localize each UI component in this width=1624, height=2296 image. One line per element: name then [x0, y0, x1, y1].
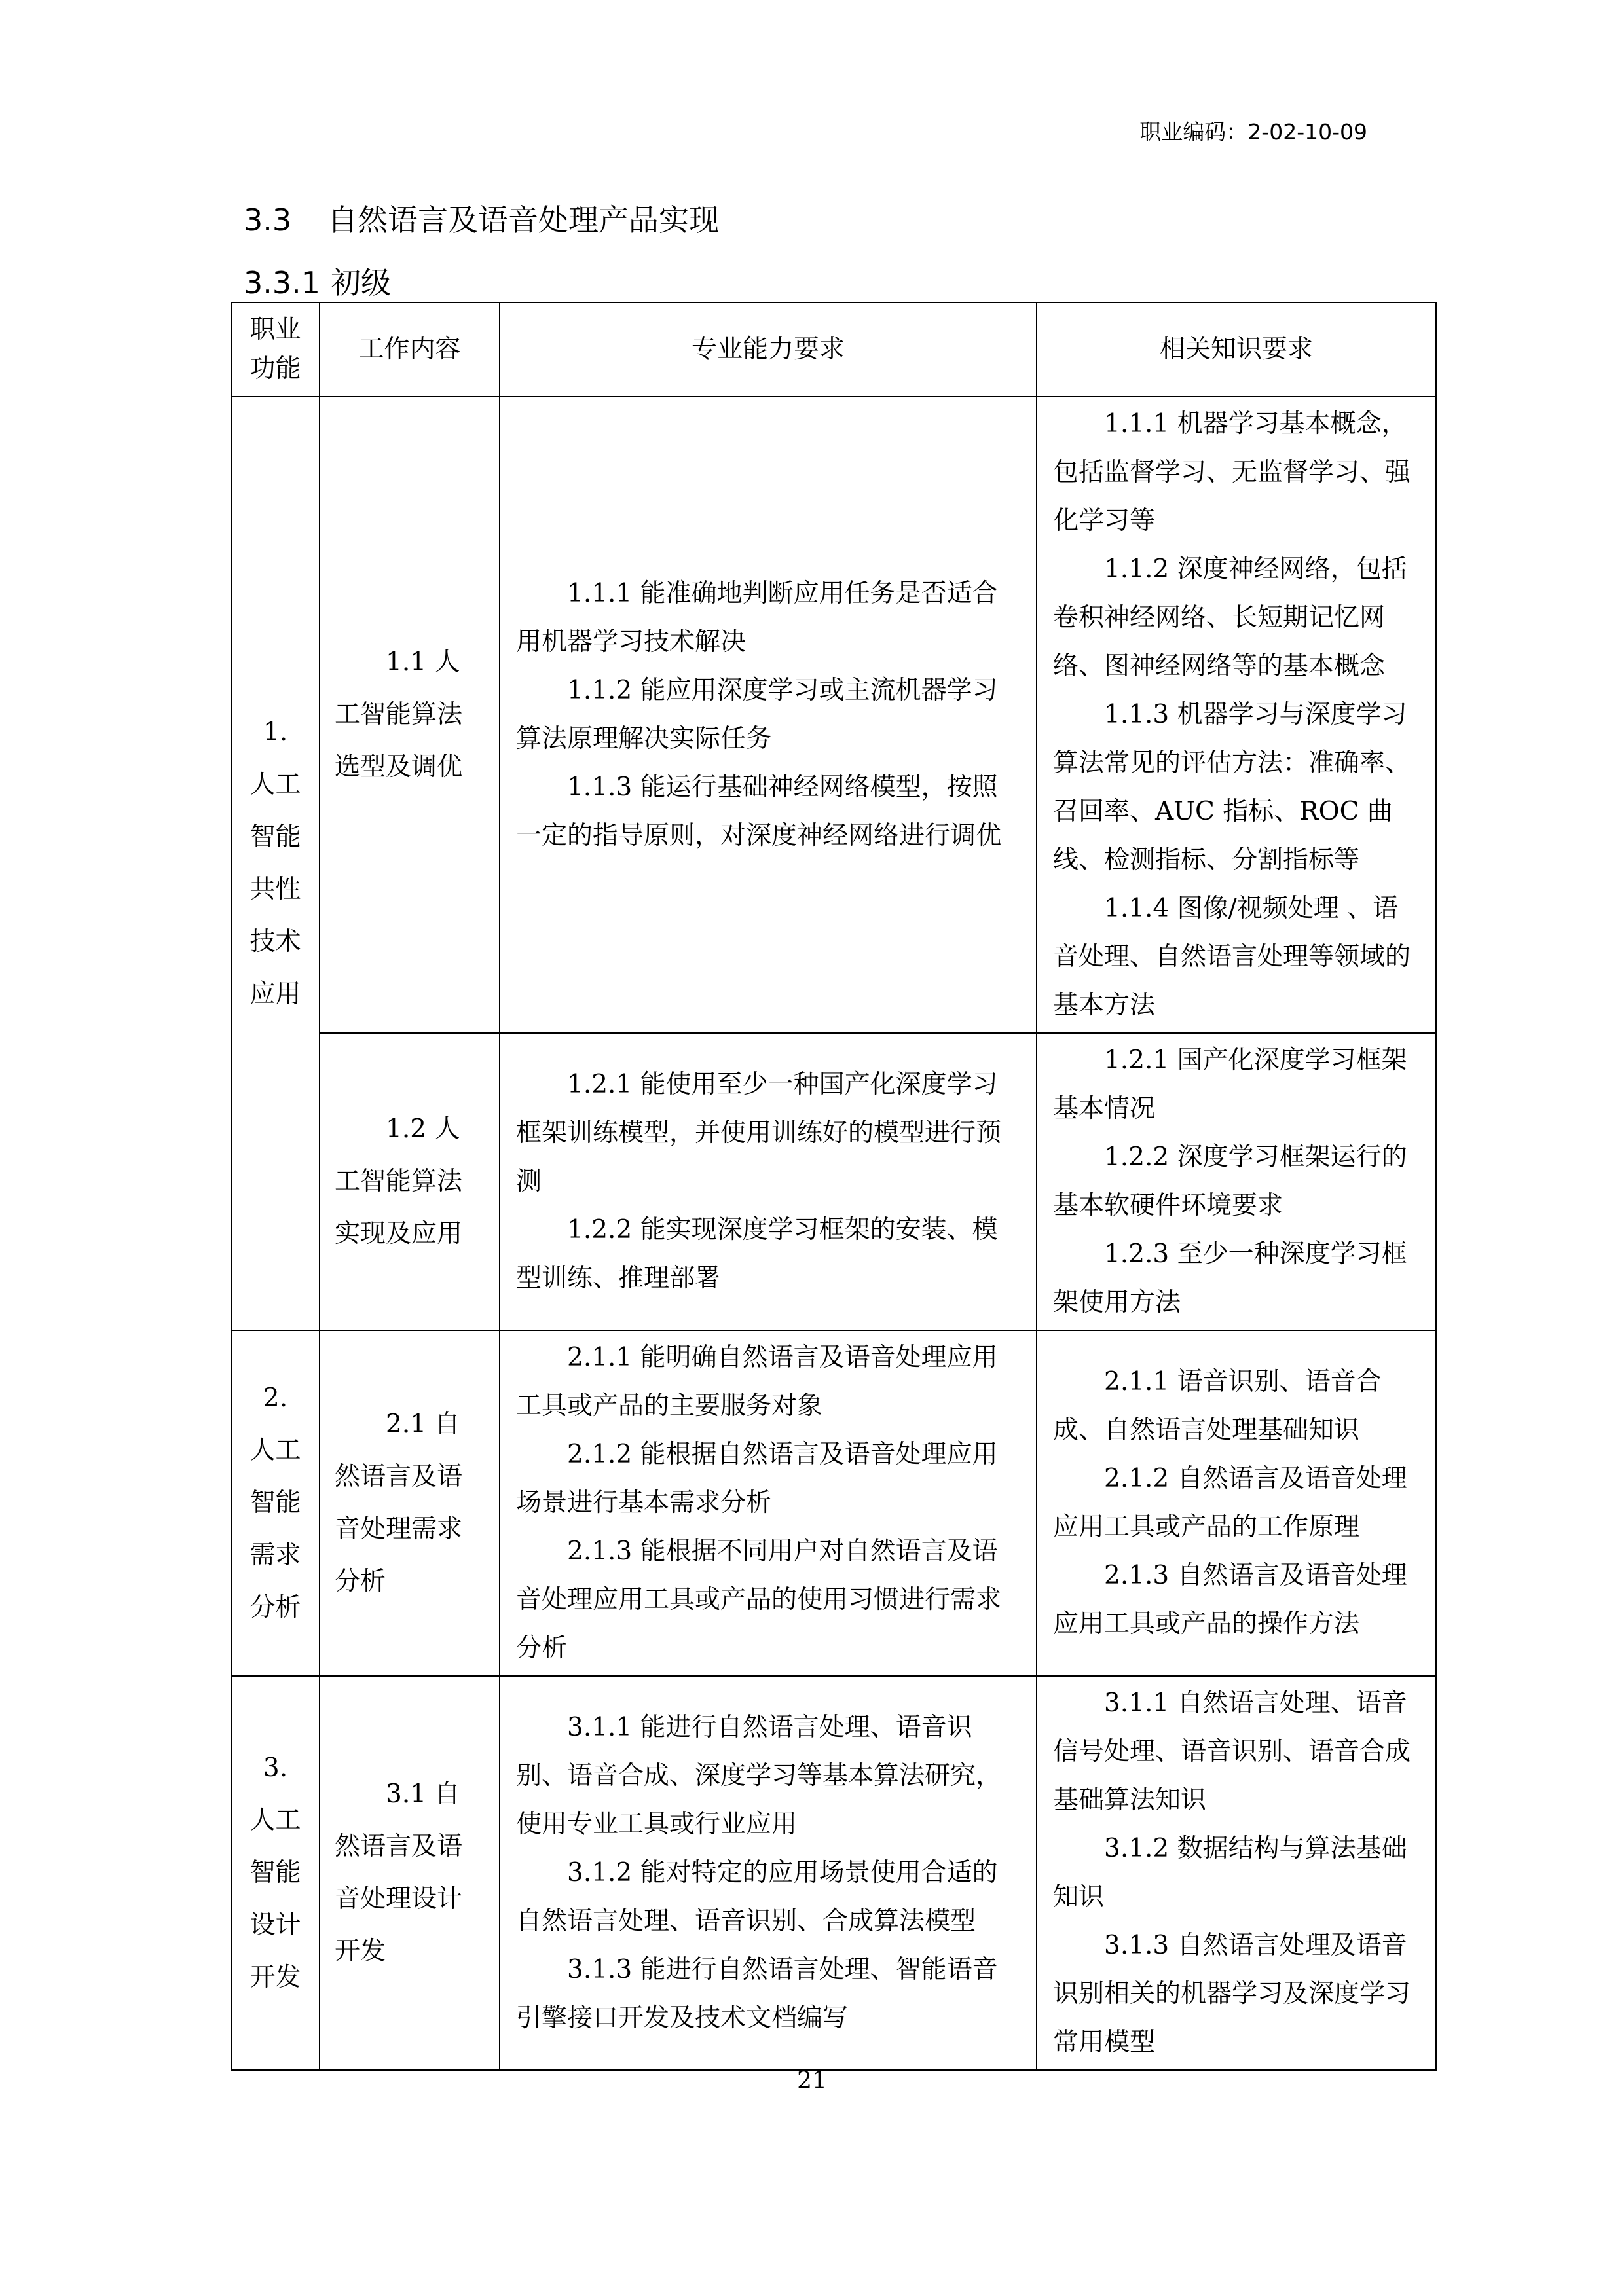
- subsection-title: 初级: [331, 265, 392, 301]
- knowledge-cell: [1037, 1330, 1436, 1676]
- knowledge-cell: [1037, 1676, 1436, 2070]
- skill-item: 1.1.1 能准确地判断应用任务是否适合用机器学习技术解决: [516, 579, 998, 657]
- function-cell: 2. 人工 智能 需求 分析: [231, 1330, 320, 1676]
- skill-item: 3.1.3 能进行自然语言处理、智能语音引擎接口开发及技术文档编写: [516, 1955, 998, 2033]
- skill-item: 2.1.2 能根据自然语言及语音处理应用场景进行基本需求分析: [516, 1440, 998, 1518]
- knowledge-item: 1.1.3 机器学习与深度学习算法常见的评估方法：准确率、召回率、AUC 指标、ROC 曲线、检测指标、分割指标等: [1053, 700, 1411, 875]
- skill-item: 3.1.1 能进行自然语言处理、语音识别、语音合成、深度学习等基本算法研究，使用专业工具或行业应用: [516, 1713, 1002, 1839]
- skill-item: 1.1.3 能运行基础神经网络模型，按照一定的指导原则，对深度神经网络进行调优: [516, 773, 1002, 850]
- knowledge-item: 2.1.3 自然语言及语音处理应用工具或产品的操作方法: [1053, 1561, 1407, 1639]
- table-row: [231, 1676, 1436, 2070]
- knowledge-item: 3.1.2 数据结构与算法基础知识: [1053, 1834, 1407, 1912]
- subsection-number: 3.3.1: [244, 265, 321, 301]
- knowledge-item: 2.1.2 自然语言及语音处理应用工具或产品的工作原理: [1053, 1464, 1407, 1542]
- work-content-cell: 1.2 人工智能算法实现及应用: [320, 1033, 500, 1330]
- skills-cell: [500, 1676, 1037, 2070]
- subsection-heading: [244, 259, 391, 302]
- knowledge-item: 3.1.1 自然语言处理、语音信号处理、语音识别、语音合成基础算法知识: [1053, 1688, 1411, 1815]
- knowledge-cell: [1037, 397, 1436, 1033]
- function-cell: 3. 人工 智能 设计 开发: [231, 1676, 320, 2070]
- header-work-content: 工作内容: [320, 302, 500, 397]
- knowledge-item: 1.2.1 国产化深度学习框架基本情况: [1053, 1046, 1407, 1123]
- knowledge-item: 1.1.1 机器学习基本概念，包括监督学习、无监督学习、强化学习等: [1053, 409, 1411, 536]
- requirements-table: [231, 302, 1437, 2071]
- skills-cell: [500, 1033, 1037, 1330]
- knowledge-item: 2.1.1 语音识别、语音合成、自然语言处理基础知识: [1053, 1367, 1382, 1445]
- section-title: 自然语言及语音处理产品实现: [327, 202, 719, 238]
- table-row: [231, 1033, 1436, 1330]
- skill-item: 2.1.1 能明确自然语言及语音处理应用工具或产品的主要服务对象: [516, 1343, 998, 1421]
- skill-item: 1.2.2 能实现深度学习框架的安装、模型训练、推理部署: [516, 1215, 998, 1293]
- knowledge-item: 1.1.4 图像/视频处理 、语音处理、自然语言处理等领域的基本方法: [1053, 894, 1411, 1020]
- page-number: 21: [797, 2068, 827, 2094]
- table-header-row: [231, 302, 1436, 397]
- occupation-code: 职业编码：2-02-10-09: [1139, 119, 1367, 145]
- skill-item: 3.1.2 能对特定的应用场景使用合适的自然语言处理、语音识别、合成算法模型: [516, 1858, 998, 1936]
- work-content-cell: 1.1 人工智能算法选型及调优: [320, 397, 500, 1033]
- table-row: [231, 1330, 1436, 1676]
- header-function: 职业 功能: [231, 302, 320, 397]
- work-content-cell: 3.1 自然语言及语音处理设计开发: [320, 1676, 500, 2070]
- header-skills: 专业能力要求: [500, 302, 1037, 397]
- section-heading: [244, 196, 719, 240]
- knowledge-item: 1.1.2 深度神经网络，包括卷积神经网络、长短期记忆网络、图神经网络等的基本概念: [1053, 555, 1407, 681]
- header-knowledge: 相关知识要求: [1037, 302, 1436, 397]
- skill-item: 1.1.2 能应用深度学习或主流机器学习算法原理解决实际任务: [516, 676, 998, 754]
- knowledge-item: 3.1.3 自然语言处理及语音识别相关的机器学习及深度学习常用模型: [1053, 1931, 1411, 2057]
- knowledge-item: 1.2.2 深度学习框架运行的基本软硬件环境要求: [1053, 1142, 1407, 1220]
- skill-item: 1.2.1 能使用至少一种国产化深度学习框架训练模型，并使用训练好的模型进行预测: [516, 1070, 1002, 1196]
- knowledge-item: 1.2.3 至少一种深度学习框架使用方法: [1053, 1239, 1407, 1317]
- table-row: [231, 397, 1436, 1033]
- section-number: 3.3: [244, 202, 292, 238]
- skills-cell: [500, 397, 1037, 1033]
- knowledge-cell: [1037, 1033, 1436, 1330]
- function-cell: 1. 人工 智能 共性 技术 应用: [231, 397, 320, 1330]
- work-content-cell: 2.1 自然语言及语音处理需求分析: [320, 1330, 500, 1676]
- skill-item: 2.1.3 能根据不同用户对自然语言及语音处理应用工具或产品的使用习惯进行需求分析: [516, 1537, 1002, 1663]
- skills-cell: [500, 1330, 1037, 1676]
